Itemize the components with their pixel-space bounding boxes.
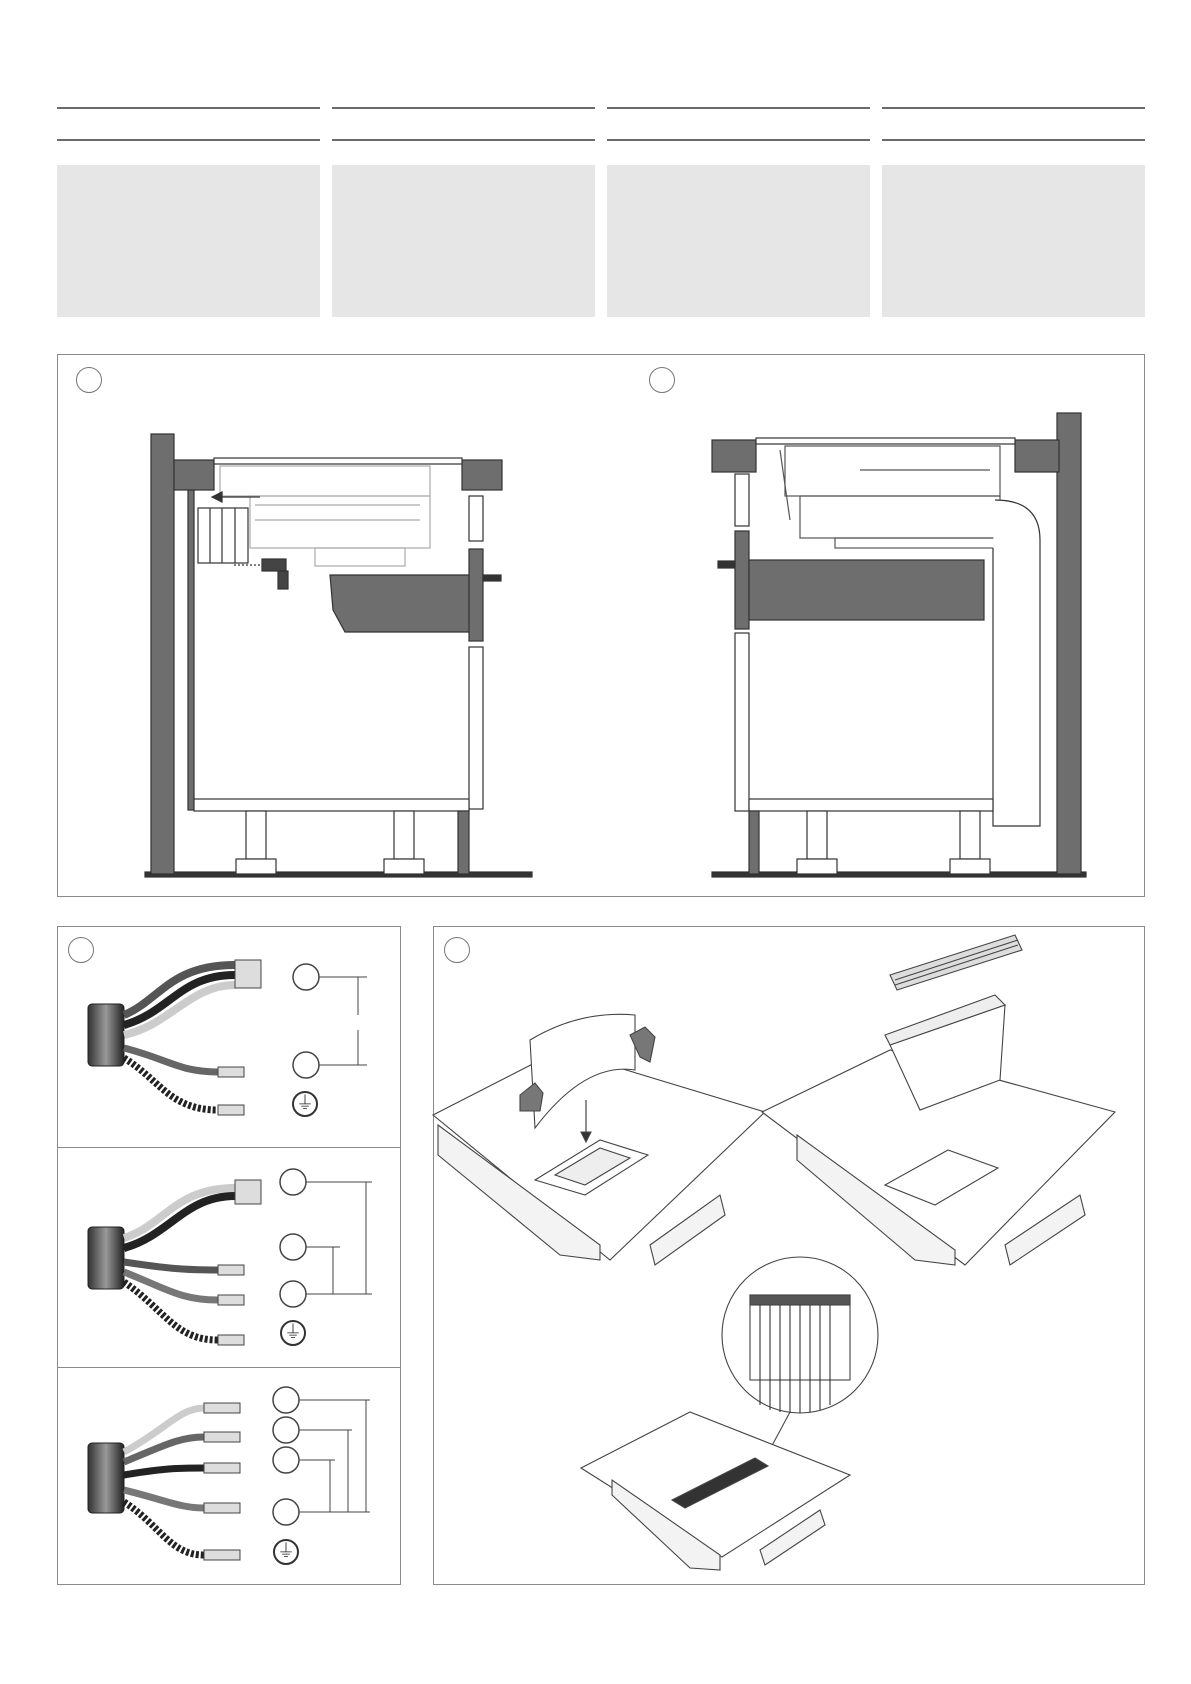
grille [890, 935, 1022, 990]
earth-ground-icon: ⏚ [280, 1320, 306, 1346]
earth-ground-icon: ⏚ [292, 1091, 318, 1117]
earth-ground-icon: ⏚ [273, 1539, 299, 1565]
